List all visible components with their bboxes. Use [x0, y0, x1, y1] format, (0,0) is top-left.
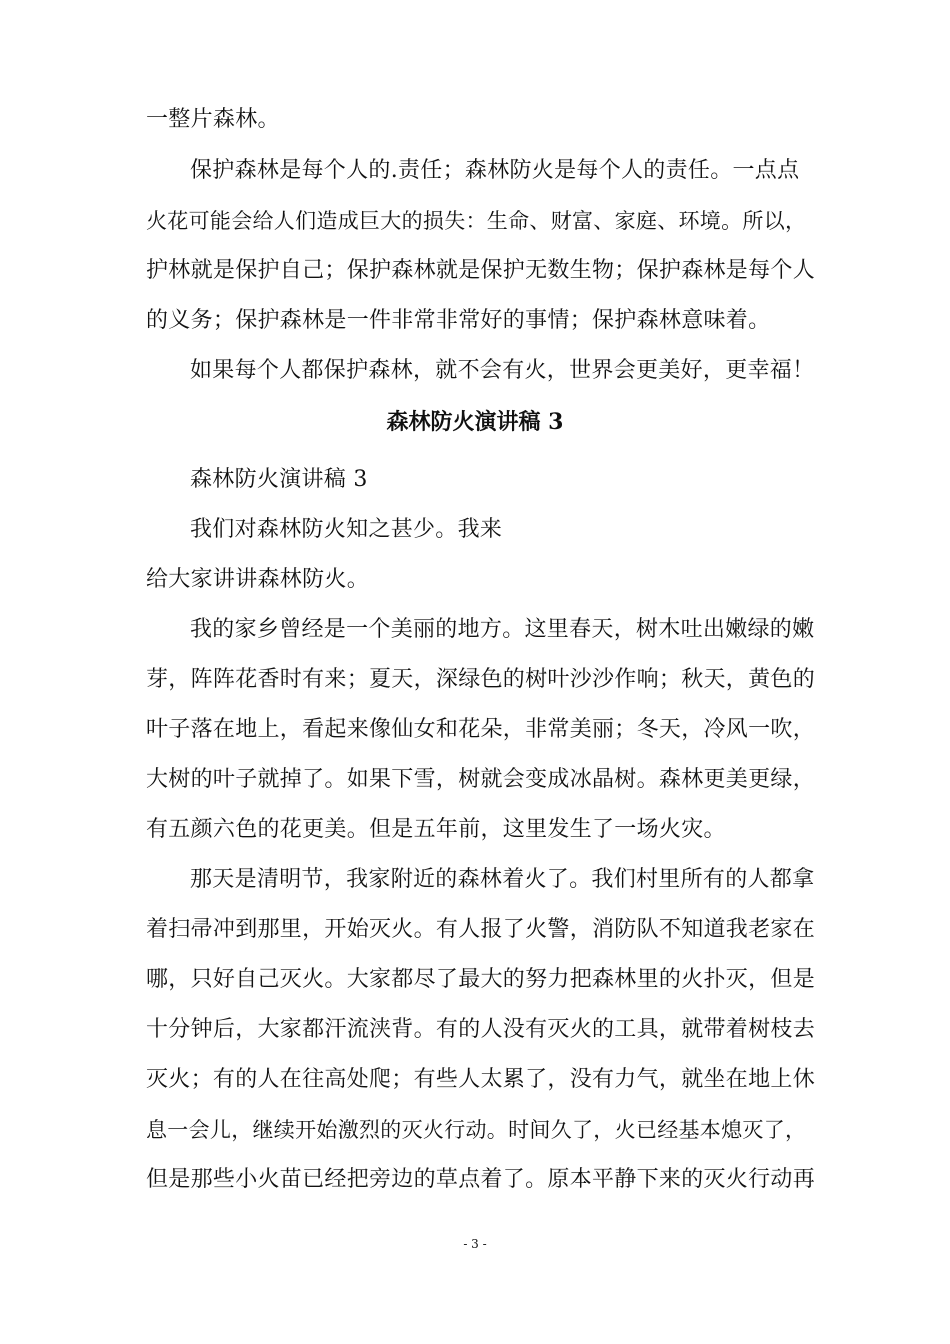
paragraph-line: 森林防火演讲稿 3: [190, 467, 368, 492]
paragraph-line: 息一会儿，继续开始激烈的灭火行动。时间久了，火已经基本熄灭了，: [146, 1118, 807, 1142]
section-heading: 森林防火演讲稿 3: [386, 409, 564, 435]
paragraph-line: 着扫帚冲到那里，开始灭火。有人报了火警，消防队不知道我老家在: [146, 917, 816, 942]
paragraph-line: 我们对森林防火知之甚少。我来: [190, 517, 503, 542]
paragraph-line: 一整片森林。: [146, 107, 280, 132]
paragraph-line: 叶子落在地上，看起来像仙女和花朵，非常美丽；冬天，冷风一吹，: [146, 717, 816, 742]
paragraph-line: 但是那些小火苗已经把旁边的草点着了。原本平静下来的灭火行动再: [146, 1167, 816, 1192]
paragraph-line: 芽，阵阵花香时有来；夏天，深绿色的树叶沙沙作响；秋天，黄色的: [146, 667, 816, 692]
paragraph-line: 灭火；有的人在往高处爬；有些人太累了，没有力气，就坐在地上休: [146, 1067, 816, 1092]
paragraph-line: 护林就是保护自己；保护森林就是保护无数生物；保护森林是每个人: [146, 258, 816, 283]
paragraph-line: 保护森林是每个人的.责任；森林防火是每个人的责任。一点点: [190, 158, 800, 183]
paragraph-line: 有五颜六色的花更美。但是五年前，这里发生了一场火灾。: [146, 817, 726, 842]
paragraph-line: 如果每个人都保护森林，就不会有火，世界会更美好，更幸福！: [190, 358, 815, 383]
paragraph-line: 的义务；保护森林是一件非常非常好的事情；保护森林意味着。: [146, 308, 771, 333]
paragraph-line: 火花可能会给人们造成巨大的损失：生命、财富、家庭、环境。所以，: [146, 209, 807, 233]
page-number: - 3 -: [463, 1237, 487, 1251]
paragraph-line: 大树的叶子就掉了。如果下雪，树就会变成冰晶树。森林更美更绿，: [146, 767, 816, 792]
paragraph-line: 给大家讲讲森林防火。: [146, 567, 370, 592]
paragraph-line: 那天是清明节，我家附近的森林着火了。我们村里所有的人都拿: [190, 867, 815, 892]
paragraph-line: 我的家乡曾经是一个美丽的地方。这里春天，树木吐出嫩绿的嫩: [190, 617, 815, 642]
paragraph-line: 哪，只好自己灭火。大家都尽了最大的努力把森林里的火扑灭，但是: [146, 967, 816, 992]
paragraph-line: 十分钟后，大家都汗流浃背。有的人没有灭火的工具，就带着树枝去: [146, 1017, 816, 1042]
